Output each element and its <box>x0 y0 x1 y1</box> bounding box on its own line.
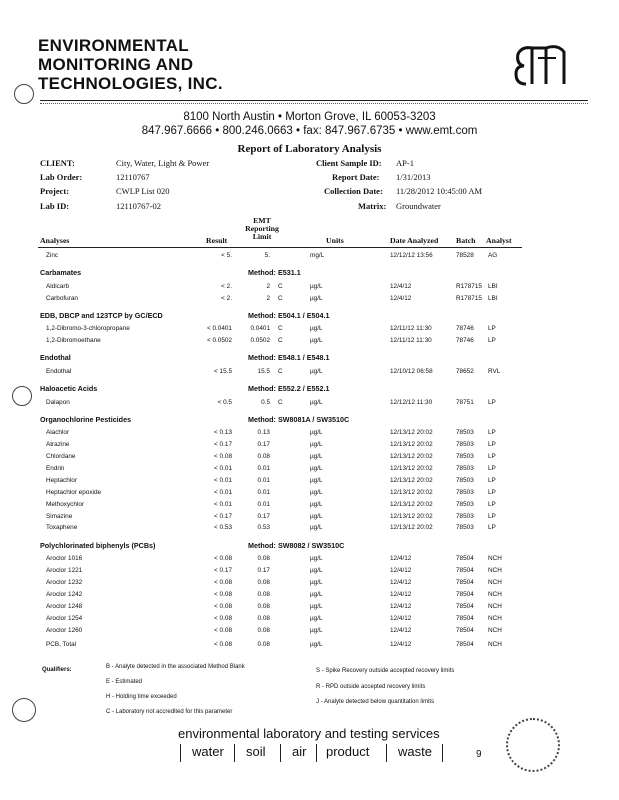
table-header-rule <box>38 247 522 248</box>
qualifiers-label: Qualifiers: <box>42 667 72 673</box>
group-method: Method: E548.1 / E548.1 <box>248 353 330 362</box>
qualifier-r: R - RPD outside accepted recovery limits <box>316 684 426 690</box>
group-header <box>0 353 619 365</box>
cell-date: 12/11/12 11:30 <box>390 337 432 344</box>
cell-analyst: NCH <box>488 615 502 622</box>
cell-analyst: NCH <box>488 591 502 598</box>
cell-batch: 78504 <box>456 603 474 610</box>
col-analyst: Analyst <box>486 236 512 245</box>
cell-analyst: NCH <box>488 567 502 574</box>
cell-batch: 78503 <box>456 465 474 472</box>
cell-date: 12/12/12 11:30 <box>390 399 433 406</box>
cell-result: < 0.17 <box>214 441 232 448</box>
cell-result: < 0.08 <box>214 603 232 610</box>
cell-analyst: LP <box>488 337 496 344</box>
cell-result: < 0.01 <box>214 501 232 508</box>
cell-units: µg/L <box>310 465 323 472</box>
cell-batch: 78503 <box>456 524 474 531</box>
cell-date: 12/4/12 <box>390 555 412 562</box>
cell-analyst: LBI <box>488 295 498 302</box>
cell-analyst: LP <box>488 325 496 332</box>
collection-date-value: 11/28/2012 10:45:00 AM <box>396 186 483 196</box>
footer-divider <box>180 744 181 762</box>
cell-name: Aroclor 1242 <box>46 591 83 598</box>
cell-units: µg/L <box>310 579 323 586</box>
seal-icon <box>506 718 560 772</box>
cell-analyst: NCH <box>488 603 502 610</box>
cell-result: < 2. <box>221 283 232 290</box>
cell-name: Endrin <box>46 465 65 472</box>
group-title: Organochlorine Pesticides <box>40 415 132 424</box>
matrix-label: Matrix: <box>358 201 387 211</box>
cell-rl: 0.01 <box>257 465 270 472</box>
cell-units: µg/L <box>310 567 323 574</box>
cell-rl: 0.08 <box>257 641 270 648</box>
cell-result: < 0.13 <box>214 429 232 436</box>
cell-name: Methoxychlor <box>46 501 85 508</box>
cell-name: Alachlor <box>46 429 70 436</box>
cell-result: < 0.0401 <box>206 325 232 332</box>
cell-result: < 0.5 <box>217 399 232 406</box>
qualifier-e: E - Estimated <box>106 679 143 685</box>
cell-date: 12/13/12 20:02 <box>390 441 433 448</box>
cell-rl: 15.5 <box>257 368 270 375</box>
cell-batch: 78652 <box>456 368 474 375</box>
lab-order-value: 12110767 <box>116 172 150 182</box>
cell-batch: 78503 <box>456 477 474 484</box>
cell-analyst: NCH <box>488 579 502 586</box>
cell-date: 12/4/12 <box>390 579 412 586</box>
report-date-label: Report Date: <box>332 172 380 182</box>
cell-analyst: LP <box>488 399 496 406</box>
group-method: Method: E504.1 / E504.1 <box>248 311 330 320</box>
table-row <box>0 567 619 578</box>
cell-date: 12/4/12 <box>390 615 412 622</box>
cell-date: 12/4/12 <box>390 641 412 648</box>
table-row <box>0 368 619 379</box>
project-value: CWLP List 020 <box>116 186 170 196</box>
group-method: Method: SW8081A / SW3510C <box>248 415 350 424</box>
cell-batch: 78503 <box>456 513 474 520</box>
col-reporting-limit: EMT Reporting Limit <box>245 216 279 241</box>
cell-date: 12/4/12 <box>390 627 412 634</box>
group-method: Method: SW8082 / SW3510C <box>248 541 345 550</box>
cell-name: Heptachlor epoxide <box>46 489 102 496</box>
cell-q: C <box>278 295 283 302</box>
cell-units: µg/L <box>310 591 323 598</box>
collection-date-label: Collection Date: <box>324 186 383 196</box>
cell-analyst: LP <box>488 453 496 460</box>
table-row <box>0 399 619 410</box>
cell-units: µg/L <box>310 399 323 406</box>
cell-batch: 78503 <box>456 441 474 448</box>
cell-rl: 0.0401 <box>250 325 270 332</box>
table-row <box>0 513 619 524</box>
table-row <box>0 641 619 652</box>
cell-units: µg/L <box>310 615 323 622</box>
lab-id-label: Lab ID: <box>40 201 70 211</box>
cell-rl: 0.01 <box>257 501 270 508</box>
project-label: Project: <box>40 186 70 196</box>
col-date-analyzed: Date Analyzed <box>390 236 439 245</box>
cell-name: 1,2-Dibromo-3-chloropropane <box>46 325 130 332</box>
cell-date: 12/4/12 <box>390 295 412 302</box>
cell-analyst: RVL <box>488 368 501 375</box>
cell-name: Aroclor 1248 <box>46 603 83 610</box>
group-method: Method: E531.1 <box>248 268 301 277</box>
cell-batch: 78504 <box>456 627 474 634</box>
cell-batch: 78503 <box>456 489 474 496</box>
group-title: Polychlorinated biphenyls (PCBs) <box>40 541 156 550</box>
cell-date: 12/4/12 <box>390 603 412 610</box>
report-date-value: 1/31/2013 <box>396 172 431 182</box>
cell-result: < 0.08 <box>214 641 232 648</box>
cell-rl: 0.01 <box>257 489 270 496</box>
stamp-mark-bottom <box>12 698 36 722</box>
cell-q: C <box>278 325 283 332</box>
footer-item-water: water <box>192 744 224 759</box>
footer-tagline: environmental laboratory and testing services <box>178 726 440 741</box>
client-value: City, Water, Light & Power <box>116 158 210 168</box>
cell-batch: 78503 <box>456 501 474 508</box>
cell-rl: 2 <box>266 295 270 302</box>
cell-batch: 78746 <box>456 325 474 332</box>
cell-rl: 0.08 <box>257 579 270 586</box>
col-units: Units <box>326 236 344 245</box>
table-row <box>0 627 619 638</box>
table-row <box>0 524 619 535</box>
table-row <box>0 441 619 452</box>
footer-divider <box>386 744 387 762</box>
cell-result: < 0.01 <box>214 489 232 496</box>
cell-result: < 0.08 <box>214 591 232 598</box>
cell-units: µg/L <box>310 524 323 531</box>
cell-batch: 78504 <box>456 579 474 586</box>
group-header <box>0 541 619 553</box>
table-row <box>0 252 619 263</box>
cell-rl: 0.01 <box>257 477 270 484</box>
cell-rl: 0.13 <box>257 429 270 436</box>
table-row <box>0 325 619 336</box>
table-row <box>0 591 619 602</box>
cell-date: 12/10/12 06:58 <box>390 368 433 375</box>
table-row <box>0 603 619 614</box>
cell-analyst: LP <box>488 477 496 484</box>
contact-line: 847.967.6666 • 800.246.0663 • fax: 847.967.6735 • www.emt.com <box>141 125 478 137</box>
cell-units: µg/L <box>310 337 323 344</box>
cell-batch: 78504 <box>456 615 474 622</box>
cell-batch: 78504 <box>456 555 474 562</box>
cell-units: µg/L <box>310 295 323 302</box>
cell-units: µg/L <box>310 477 323 484</box>
cell-rl: 0.08 <box>257 555 270 562</box>
cell-batch: 78746 <box>456 337 474 344</box>
cell-batch: 78504 <box>456 567 474 574</box>
cell-q: C <box>278 368 283 375</box>
cell-result: < 0.08 <box>214 579 232 586</box>
table-row <box>0 489 619 500</box>
cell-result: < 0.0502 <box>206 337 232 344</box>
cell-batch: R178715 <box>456 295 482 302</box>
cell-analyst: AG <box>488 252 498 259</box>
group-header <box>0 268 619 280</box>
cell-analyst: NCH <box>488 555 502 562</box>
report-title: Report of Laboratory Analysis <box>237 143 382 155</box>
cell-date: 12/13/12 20:02 <box>390 429 433 436</box>
cell-name: Toxaphene <box>46 524 78 531</box>
cell-units: µg/L <box>310 441 323 448</box>
cell-result: < 0.08 <box>214 453 232 460</box>
table-row <box>0 477 619 488</box>
cell-rl: 0.0502 <box>250 337 270 344</box>
cell-q: C <box>278 399 283 406</box>
cell-units: µg/L <box>310 603 323 610</box>
cell-batch: 78504 <box>456 591 474 598</box>
cell-date: 12/13/12 20:02 <box>390 489 433 496</box>
table-row <box>0 295 619 306</box>
cell-date: 12/13/12 20:02 <box>390 465 433 472</box>
sample-id-label: Client Sample ID: <box>316 158 382 168</box>
cell-name: Atrazine <box>46 441 70 448</box>
cell-name: Aroclor 1232 <box>46 579 83 586</box>
cell-analyst: LP <box>488 465 496 472</box>
company-name: ENVIRONMENTAL MONITORING AND TECHNOLOGIES, INC. <box>38 36 223 93</box>
cell-rl: 0.17 <box>257 513 270 520</box>
cell-batch: 78528 <box>456 252 474 259</box>
matrix-value: Groundwater <box>396 201 441 211</box>
cell-name: Zinc <box>46 252 59 259</box>
table-row <box>0 579 619 590</box>
cell-batch: R178715 <box>456 283 482 290</box>
cell-batch: 78751 <box>456 399 474 406</box>
cell-batch: 78503 <box>456 429 474 436</box>
cell-name: Simazine <box>46 513 73 520</box>
cell-result: < 0.01 <box>214 465 232 472</box>
cell-units: µg/L <box>310 501 323 508</box>
lab-order-label: Lab Order: <box>40 172 83 182</box>
cell-batch: 78504 <box>456 641 474 648</box>
cell-result: < 0.17 <box>214 567 232 574</box>
group-header <box>0 311 619 323</box>
cell-analyst: LP <box>488 513 496 520</box>
cell-units: µg/L <box>310 513 323 520</box>
cell-name: Heptachlor <box>46 477 77 484</box>
group-header <box>0 384 619 396</box>
emt-logo-icon <box>512 40 572 90</box>
qualifier-j: J - Analyte detected below quantitation limits <box>316 699 435 705</box>
cell-rl: 0.08 <box>257 627 270 634</box>
cell-rl: 0.5 <box>261 399 270 406</box>
col-analyses: Analyses <box>40 236 70 245</box>
cell-rl: 0.08 <box>257 453 270 460</box>
client-label: CLIENT: <box>40 158 75 168</box>
cell-rl: 2 <box>266 283 270 290</box>
cell-units: µg/L <box>310 429 323 436</box>
footer-divider <box>280 744 281 762</box>
cell-rl: 0.53 <box>257 524 270 531</box>
sample-id-value: AP-1 <box>396 158 414 168</box>
cell-result: < 5. <box>221 252 232 259</box>
cell-result: < 0.08 <box>214 615 232 622</box>
cell-date: 12/13/12 20:02 <box>390 453 433 460</box>
cell-name: Aroclor 1221 <box>46 567 83 574</box>
cell-analyst: NCH <box>488 627 502 634</box>
cell-result: < 0.17 <box>214 513 232 520</box>
footer-divider <box>234 744 235 762</box>
cell-date: 12/4/12 <box>390 283 412 290</box>
cell-date: 12/13/12 20:02 <box>390 477 433 484</box>
cell-name: Aroclor 1016 <box>46 555 83 562</box>
cell-units: µg/L <box>310 325 323 332</box>
footer-item-waste: waste <box>398 744 432 759</box>
cell-name: Endothal <box>46 368 72 375</box>
col-result: Result <box>206 236 228 245</box>
cell-date: 12/4/12 <box>390 567 412 574</box>
cell-analyst: NCH <box>488 641 502 648</box>
group-title: EDB, DBCP and 123TCP by GC/ECD <box>40 311 163 320</box>
col-batch: Batch <box>456 236 476 245</box>
cell-analyst: LP <box>488 524 496 531</box>
cell-result: < 0.01 <box>214 477 232 484</box>
lab-id-value: 12110767-02 <box>116 201 162 211</box>
cell-result: < 15.5 <box>214 368 232 375</box>
address: 8100 North Austin • Morton Grove, IL 60053-3203 <box>183 111 436 123</box>
group-header <box>0 415 619 427</box>
cell-units: µg/L <box>310 627 323 634</box>
cell-units: µg/L <box>310 489 323 496</box>
cell-result: < 2. <box>221 295 232 302</box>
cell-q: C <box>278 337 283 344</box>
cell-rl: 0.08 <box>257 615 270 622</box>
cell-units: µg/L <box>310 453 323 460</box>
cell-analyst: LP <box>488 489 496 496</box>
cell-analyst: LBI <box>488 283 498 290</box>
group-method: Method: E552.2 / E552.1 <box>248 384 330 393</box>
table-row <box>0 337 619 348</box>
qualifier-s: S - Spike Recovery outside accepted recovery limits <box>316 668 455 674</box>
table-row <box>0 555 619 566</box>
cell-name: Dalapon <box>46 399 70 406</box>
cell-date: 12/13/12 20:02 <box>390 524 433 531</box>
cell-date: 12/13/12 20:02 <box>390 501 433 508</box>
cell-name: Chlordane <box>46 453 76 460</box>
cell-units: µg/L <box>310 641 323 648</box>
qualifier-b: B - Analyte detected in the associated Method Blank <box>106 664 245 670</box>
footer-item-air: air <box>292 744 307 759</box>
qualifier-c: C - Laboratory not accredited for this parameter <box>106 709 233 715</box>
header-rule-thin <box>40 103 588 104</box>
footer-divider <box>316 744 317 762</box>
table-row <box>0 429 619 440</box>
cell-units: µg/L <box>310 368 323 375</box>
group-title: Endothal <box>40 353 71 362</box>
cell-date: 12/4/12 <box>390 591 412 598</box>
cell-name: 1,2-Dibromoethane <box>46 337 101 344</box>
cell-rl: 0.17 <box>257 567 270 574</box>
cell-name: PCB, Total <box>46 641 77 648</box>
cell-rl: 5. <box>264 252 270 259</box>
table-row <box>0 283 619 294</box>
table-row <box>0 501 619 512</box>
page-number: 9 <box>476 749 482 760</box>
cell-name: Aldicarb <box>46 283 70 290</box>
table-row <box>0 453 619 464</box>
footer-item-soil: soil <box>246 744 266 759</box>
cell-analyst: LP <box>488 429 496 436</box>
cell-date: 12/11/12 11:30 <box>390 325 432 332</box>
cell-result: < 0.08 <box>214 627 232 634</box>
footer-item-product: product <box>326 744 370 759</box>
cell-name: Aroclor 1260 <box>46 627 83 634</box>
cell-result: < 0.08 <box>214 555 232 562</box>
cell-units: µg/L <box>310 283 323 290</box>
cell-analyst: LP <box>488 441 496 448</box>
table-row <box>0 615 619 626</box>
group-title: Carbamates <box>40 268 82 277</box>
cell-date: 12/13/12 20:02 <box>390 513 433 520</box>
cell-analyst: LP <box>488 501 496 508</box>
cell-units: mg/L <box>310 252 325 259</box>
cell-rl: 0.08 <box>257 591 270 598</box>
qualifier-h: H - Holding time exceeded <box>106 694 177 700</box>
group-title: Haloacetic Acids <box>40 384 98 393</box>
cell-result: < 0.53 <box>214 524 232 531</box>
table-row <box>0 465 619 476</box>
cell-batch: 78503 <box>456 453 474 460</box>
header-rule <box>40 100 588 101</box>
cell-units: µg/L <box>310 555 323 562</box>
cell-rl: 0.17 <box>257 441 270 448</box>
stamp-mark-top <box>14 84 34 104</box>
cell-q: C <box>278 283 283 290</box>
cell-name: Aroclor 1254 <box>46 615 83 622</box>
footer-divider <box>442 744 443 762</box>
cell-date: 12/12/12 13:56 <box>390 252 433 259</box>
cell-name: Carbofuran <box>46 295 78 302</box>
cell-rl: 0.08 <box>257 603 270 610</box>
